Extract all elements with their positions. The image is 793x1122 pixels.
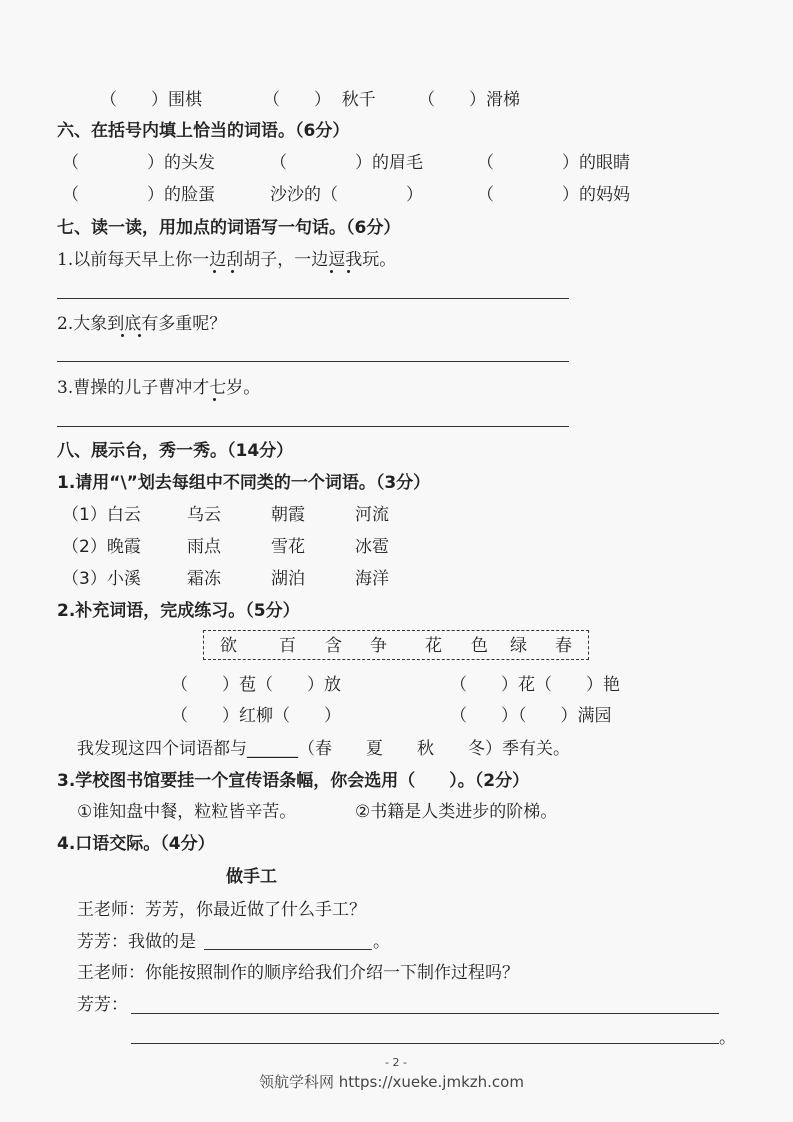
dialogue-line-2-prefix: 芳芳：我做的是 bbox=[77, 932, 196, 952]
idiom-fill: （ ）红柳（ ） bbox=[171, 706, 341, 726]
word-bank-char: 春 bbox=[555, 636, 572, 656]
word-bank-char: 争 bbox=[370, 636, 387, 656]
idiom-fill: （ ）苞（ ）放 bbox=[171, 675, 341, 695]
dialogue-title: 做手工 bbox=[226, 867, 277, 887]
group-word[interactable]: 海洋 bbox=[355, 569, 389, 589]
q6-item: 沙沙的（ ） bbox=[270, 185, 423, 205]
season-note: 我发现这四个词语都与______（春 夏 秋 冬）季有关。 bbox=[77, 739, 570, 759]
word-bank-char: 含 bbox=[325, 636, 342, 656]
word-bank-box bbox=[203, 630, 589, 660]
q6-item: （ ）的妈妈 bbox=[477, 185, 630, 205]
group-word[interactable]: 雨点 bbox=[187, 537, 221, 557]
q6-item: （ ）的眉毛 bbox=[270, 153, 423, 173]
q8-part-4-heading: 4.口语交际。（4分） bbox=[57, 834, 215, 854]
dialogue-line-1: 王老师：芳芳，你最近做了什么手工？ bbox=[77, 900, 366, 920]
section-7-heading: 七、读一读，用加点的词语写一句话。（6分） bbox=[57, 218, 401, 238]
answer-blank-craft[interactable] bbox=[204, 949, 372, 950]
group-word[interactable]: 湖泊 bbox=[271, 569, 305, 589]
dialogue-line-2-end: 。 bbox=[373, 932, 390, 952]
word-bank-char: 色 bbox=[471, 636, 488, 656]
word-bank-char: 百 bbox=[279, 636, 296, 656]
group-word[interactable]: 河流 bbox=[355, 505, 389, 525]
section-8-heading: 八、展示台，秀一秀。（14分） bbox=[57, 441, 294, 461]
option-2[interactable]: ②书籍是人类进步的阶梯。 bbox=[355, 802, 558, 822]
option-1[interactable]: ①谁知盘中餐，粒粒皆辛苦。 bbox=[77, 802, 297, 822]
emphasis-dot bbox=[330, 270, 333, 273]
idiom-fill: （ ）花（ ）艳 bbox=[450, 675, 620, 695]
answer-line-process-2[interactable] bbox=[131, 1043, 719, 1044]
dialogue-line-3: 王老师：你能按照制作的顺序给我们介绍一下制作过程吗？ bbox=[77, 963, 519, 983]
group-word[interactable]: （2）晚霞 bbox=[62, 537, 141, 557]
q8-part-1-heading: 1.请用“\”划去每组中不同类的一个词语。（3分） bbox=[57, 473, 431, 493]
page-number: - 2 - bbox=[385, 1056, 407, 1069]
group-word[interactable]: 雪花 bbox=[271, 537, 305, 557]
q7-sentence-2: 2.大象到底有多重呢？ bbox=[57, 314, 227, 334]
group-word[interactable]: （1）白云 bbox=[62, 505, 141, 525]
footer-watermark: 领航学科网 https://xueke.jmkzh.com bbox=[259, 1073, 524, 1091]
q8-part-3-heading: 3.学校图书馆要挂一个宣传语条幅，你会选用（ ）。（2分） bbox=[57, 771, 530, 791]
emphasis-dot bbox=[213, 398, 216, 401]
blank-weiqi: （ ）围棋 bbox=[100, 90, 202, 110]
answer-line-3[interactable] bbox=[57, 426, 569, 427]
group-word[interactable]: 冰雹 bbox=[355, 537, 389, 557]
blank-qiuqian: （ ） 秋千 bbox=[263, 90, 376, 110]
answer-line-1[interactable] bbox=[57, 298, 569, 299]
idiom-fill: （ ）（ ）满园 bbox=[450, 706, 612, 726]
emphasis-dot bbox=[138, 334, 141, 337]
dialogue-line-5-end: 。 bbox=[719, 1028, 736, 1048]
emphasis-dot bbox=[121, 334, 124, 337]
group-word[interactable]: 朝霞 bbox=[271, 505, 305, 525]
word-bank-char: 绿 bbox=[510, 636, 527, 656]
emphasis-dot bbox=[213, 270, 216, 273]
answer-line-process-1[interactable] bbox=[131, 1013, 719, 1014]
q6-item: （ ）的眼睛 bbox=[477, 153, 630, 173]
answer-line-2[interactable] bbox=[57, 361, 569, 362]
blank-huati: （ ）滑梯 bbox=[418, 90, 520, 110]
word-bank-char: 欲 bbox=[220, 636, 237, 656]
q6-item: （ ）的脸蛋 bbox=[62, 185, 215, 205]
q8-part-2-heading: 2.补充词语，完成练习。（5分） bbox=[57, 601, 300, 621]
word-bank-char: 花 bbox=[425, 636, 442, 656]
emphasis-dot bbox=[347, 270, 350, 273]
emphasis-dot bbox=[231, 270, 234, 273]
q7-sentence-3: 3.曹操的儿子曹冲才七岁。 bbox=[57, 378, 261, 398]
q6-item: （ ）的头发 bbox=[62, 153, 215, 173]
dialogue-line-4-prefix: 芳芳： bbox=[77, 995, 128, 1015]
q7-sentence-1: 1.以前每天早上你一边刮胡子，一边逗我玩。 bbox=[57, 250, 397, 270]
group-word[interactable]: 霜冻 bbox=[187, 569, 221, 589]
group-word[interactable]: 乌云 bbox=[187, 505, 221, 525]
section-6-heading: 六、在括号内填上恰当的词语。（6分） bbox=[57, 121, 350, 141]
group-word[interactable]: （3）小溪 bbox=[62, 569, 141, 589]
